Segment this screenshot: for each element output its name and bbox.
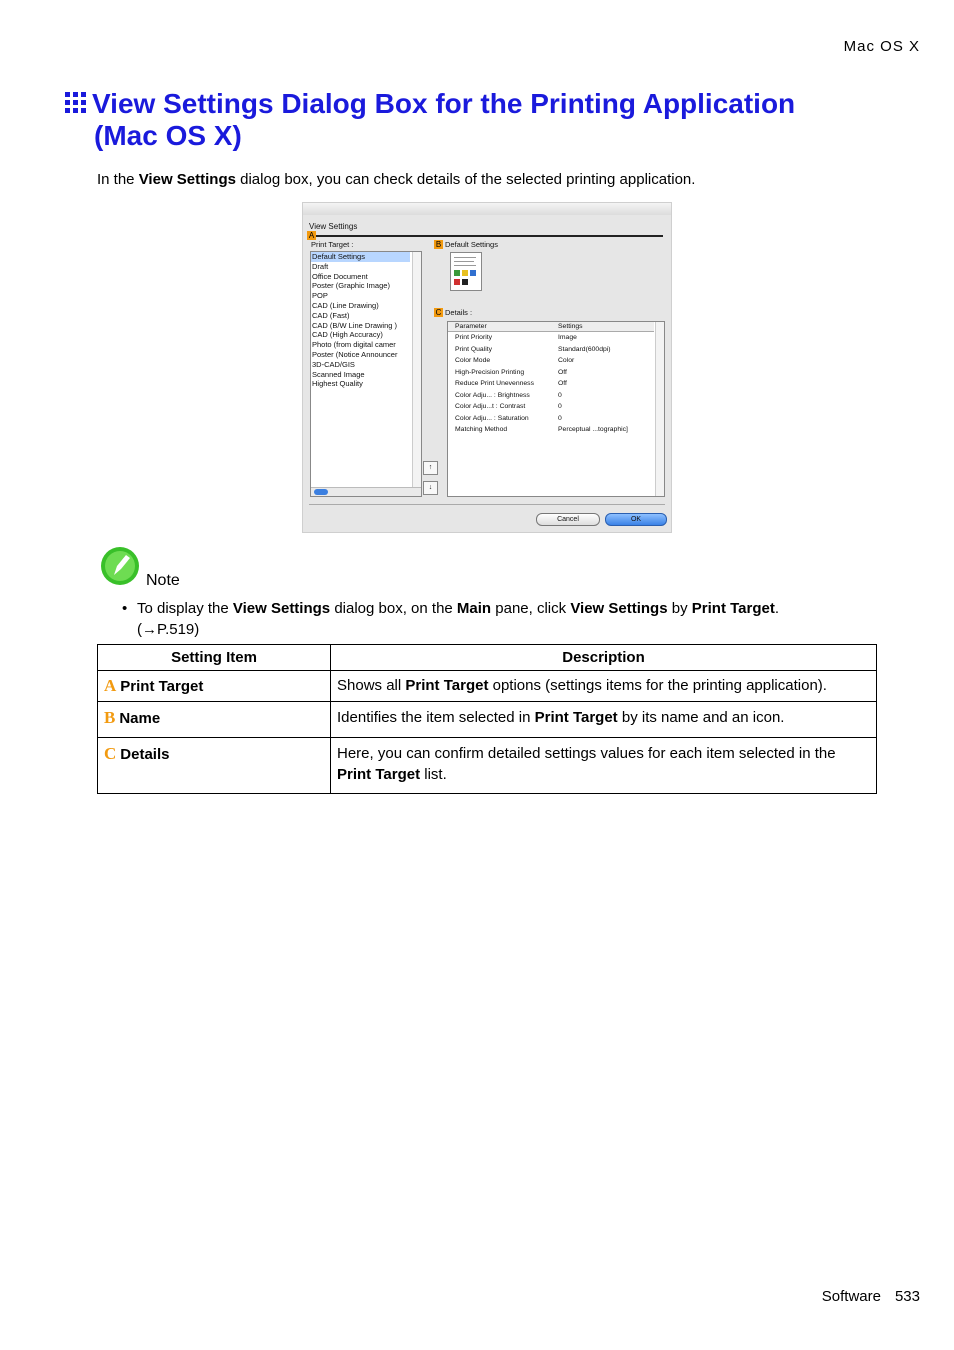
details-table [447,321,665,497]
list-item[interactable]: Default Settings [311,252,410,262]
details-value: 0 [558,391,562,399]
list-item[interactable]: 3D-CAD/GIS [312,359,355,369]
grid-icon [64,91,88,115]
list-item[interactable]: Photo (from digital camer [312,340,396,350]
row-item: Name [119,710,161,727]
up-arrow-button[interactable]: ↑ [423,461,438,475]
list-item[interactable]: Poster (Notice Announcer [312,349,398,359]
badge-a: A [308,231,315,240]
list-item[interactable]: Draft [312,261,329,271]
details-param: Print Quality [455,345,493,353]
list-item[interactable]: Poster (Graphic Image) [312,281,390,291]
details-param: Color Adju... : Saturation [455,414,529,422]
table-row [98,671,877,702]
view-settings-dialog-screenshot [302,202,672,533]
details-param: Reduce Print Unevenness [455,380,534,387]
details-header-settings: Settings [558,323,583,330]
list-item[interactable]: CAD (Line Drawing) [312,300,379,310]
settings-table [97,644,877,794]
down-arrow-button[interactable]: ↓ [423,481,438,495]
button-divider [309,504,665,505]
note-item: • To display the View Settings dialog box, on the Main pane, click View Settings by Print Target. (→P.519) [122,600,780,638]
ok-button[interactable]: OK [605,513,667,526]
details-param: Color Mode [455,357,491,364]
details-param: Matching Method [455,426,508,433]
details-value: 0 [558,414,562,422]
badge-b: B [435,240,442,249]
table-row [98,702,877,738]
table-row [98,738,877,794]
print-target-list[interactable] [310,251,422,497]
page-number: 533 [894,1288,920,1305]
list-item[interactable]: CAD (B/W Line Drawing ) [312,320,398,330]
details-param: Print Priority [455,334,493,341]
details-param: Color Adju... : Brightness [455,391,530,399]
details-value: Off [558,368,567,376]
list-item[interactable]: CAD (Fast) [312,310,350,320]
row-letter: C [104,744,117,763]
row-letter: B [104,708,116,727]
list-item[interactable]: CAD (High Accuracy) [312,330,383,340]
header-setting-item: Setting Item [98,645,331,671]
row-item: Details [120,746,170,763]
cancel-button[interactable]: Cancel [536,513,600,526]
row-item: Print Target [120,678,204,695]
list-item[interactable]: POP [312,291,328,301]
badge-c: C [435,308,442,317]
row-description: Identifies the item selected in Print Target by its name and an icon. [331,702,877,738]
name-label: Default Settings [445,240,498,249]
intro-paragraph: In the View Settings dialog box, you can check details of the selected printing application. [97,171,696,188]
details-header-parameter: Parameter [455,323,487,330]
os-header-label: Mac OS X [843,38,920,55]
row-description: Shows all Print Target options (settings items for the printing application). [331,671,877,702]
details-param: High-Precision Printing [455,368,525,376]
details-value: Off [558,380,567,387]
header-description: Description [331,645,877,671]
row-letter: A [104,676,117,695]
note-label: Note [146,572,180,589]
title-line-1: View Settings Dialog Box for the Printing Application [92,88,796,119]
print-target-label: Print Target : [311,240,354,249]
list-item[interactable]: Office Document [312,271,368,281]
page-footer [808,1288,920,1305]
details-value: 0 [558,403,562,410]
details-value: Standard(600dpi) [558,345,611,353]
page-reference-link[interactable]: (→P.519) [137,621,200,638]
details-scrollbar[interactable] [655,322,664,496]
row-description: Here, you can confirm detailed settings values for each item selected in the Print Target list. [331,738,877,794]
title-rule [309,235,663,237]
details-param: Color Adju...t : Contrast [455,403,526,410]
scroll-thumb[interactable] [314,489,328,495]
details-label: Details : [445,308,473,317]
list-item[interactable]: Scanned Image [312,369,365,379]
details-value: Color [558,357,575,364]
list-item[interactable]: Highest Quality [312,379,363,389]
details-value: Image [558,334,577,341]
list-vertical-scrollbar[interactable] [412,252,421,487]
sheet-top-bar [303,203,671,215]
title-line-2: (Mac OS X) [94,120,242,151]
footer-section: Software [821,1288,881,1305]
dialog-title: View Settings [309,222,358,231]
print-target-icon [450,252,482,291]
note-pencil-icon [100,546,140,586]
list-horizontal-scrollbar[interactable] [311,487,421,496]
page-title [64,88,884,152]
details-value: Perceptual ...tographic] [558,426,628,433]
